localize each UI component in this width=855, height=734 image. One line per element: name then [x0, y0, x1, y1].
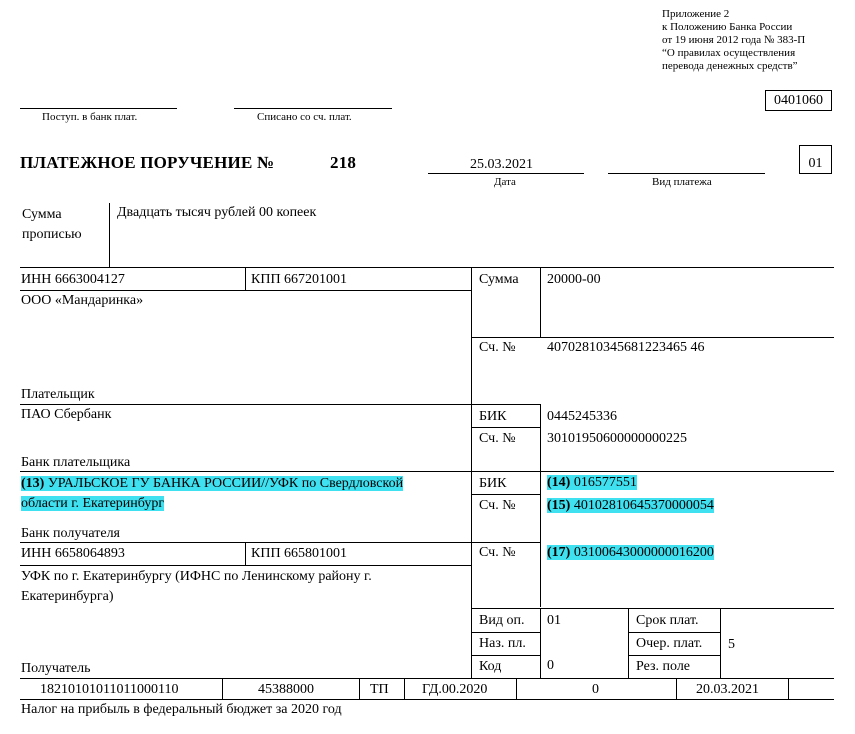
date-line — [428, 173, 584, 174]
amount-words-label — [22, 205, 82, 245]
payee-name-l1: УФК по г. Екатеринбургу (ИФНС по Ленинскому району г. — [21, 569, 372, 584]
payee-bank-name-l2: области г. Екатеринбург — [21, 496, 165, 511]
debited-label: Списано со сч. плат. — [257, 111, 352, 123]
divider — [109, 203, 110, 267]
code-label: Код — [479, 659, 502, 674]
grid-line — [471, 337, 834, 338]
term-label: Срок плат. — [636, 613, 699, 628]
tax-doc-number: 0 — [592, 682, 599, 697]
grid-line — [20, 699, 834, 700]
payee-bank-account: (15) 40102810645370000054 — [547, 498, 714, 513]
debited-line — [234, 108, 392, 109]
payee-bank-name-l1: (13) УРАЛЬСКОЕ ГУ БАНКА РОССИИ//УФК по Свердловской — [21, 476, 404, 491]
grid-line — [676, 678, 677, 699]
grid-line — [20, 678, 834, 679]
payer-inn: ИНН 6663004127 — [21, 272, 125, 287]
payee-bank-account-label: Сч. № — [479, 498, 516, 513]
grid-line — [788, 678, 789, 699]
grid-line — [471, 632, 540, 633]
amount: 20000-00 — [547, 272, 601, 287]
grid-line — [471, 267, 472, 679]
payer-bank-account: 30101950600000000225 — [547, 431, 687, 446]
grid-line — [628, 655, 720, 656]
received-label: Поступ. в банк плат. — [42, 111, 138, 123]
grid-line — [540, 608, 541, 679]
appendix-line: к Положению Банка России — [662, 21, 793, 33]
grid-line — [20, 565, 471, 566]
grid-line — [471, 608, 834, 609]
payee-name — [21, 567, 372, 607]
grid-line — [245, 542, 246, 565]
appendix-line: от 19 июня 2012 года № 383-П — [662, 34, 806, 46]
grid-line — [516, 678, 517, 699]
tax-doc-date: 20.03.2021 — [696, 682, 759, 697]
amount-words-label-l1: Сумма — [22, 207, 62, 222]
form-code: 0401060 — [765, 90, 832, 111]
purpose-pl-label: Наз. пл. — [479, 636, 526, 651]
payee-bank-bik: (14) 016577551 — [547, 475, 637, 490]
reserve-label: Рез. поле — [636, 659, 691, 674]
appendix-line: Приложение 2 — [662, 8, 730, 20]
priority-label: Очер. плат. — [636, 636, 703, 651]
grid-line — [471, 494, 540, 495]
payee-bank-name — [21, 474, 403, 514]
grid-line — [20, 471, 834, 472]
grid-line — [628, 608, 629, 679]
appendix-line: “О правилах осуществления — [662, 47, 796, 59]
payer-name: ООО «Мандаринка» — [21, 293, 144, 308]
payer-bank-bik: 0445245336 — [547, 409, 617, 424]
grid-line — [20, 542, 540, 543]
grid-line — [471, 655, 540, 656]
priority: 5 — [728, 637, 735, 652]
document-title: ПЛАТЕЖНОЕ ПОРУЧЕНИЕ № — [20, 153, 275, 172]
payer-bank-name: ПАО Сбербанк — [21, 407, 112, 422]
op-type: 01 — [547, 613, 561, 628]
date-label: Дата — [494, 176, 516, 188]
payer-bank-account-label: Сч. № — [479, 431, 516, 446]
code: 0 — [547, 658, 554, 673]
grid-line — [20, 404, 540, 405]
payment-type-label: Вид платежа — [652, 176, 712, 188]
tax-period: ГД.00.2020 — [422, 682, 488, 697]
payer-account: 40702810345681223465 46 — [547, 340, 705, 355]
amount-words-label-l2: прописью — [22, 227, 82, 242]
amount-words: Двадцать тысяч рублей 00 копеек — [117, 205, 317, 220]
tax-oktmo: 45388000 — [258, 682, 314, 697]
payee-label: Получатель — [21, 661, 91, 676]
payment-purpose: Налог на прибыль в федеральный бюджет за 2020 год — [21, 702, 342, 717]
sum-label: Сумма — [479, 272, 519, 287]
grid-line — [540, 267, 541, 337]
payer-kpp: КПП 667201001 — [251, 272, 348, 287]
payer-account-label: Сч. № — [479, 340, 516, 355]
order-number: 218 — [330, 153, 357, 172]
payee-name-l2: Екатеринбурга) — [21, 589, 114, 604]
grid-line — [404, 678, 405, 699]
grid-line — [245, 267, 246, 290]
payment-type-line — [608, 173, 765, 174]
payer-label: Плательщик — [21, 387, 95, 402]
payee-kpp: КПП 665801001 — [251, 546, 348, 561]
grid-line — [20, 267, 834, 268]
payee-bank-label: Банк получателя — [21, 526, 120, 541]
op-type-label: Вид оп. — [479, 613, 525, 628]
received-line — [20, 108, 177, 109]
grid-line — [540, 404, 541, 607]
payer-bank-label: Банк плательщика — [21, 455, 131, 470]
appendix-line: перевода денежных средств” — [662, 60, 798, 72]
grid-line — [20, 290, 471, 291]
grid-line — [359, 678, 360, 699]
payee-bank-bik-label: БИК — [479, 476, 507, 491]
payee-account-label: Сч. № — [479, 545, 516, 560]
grid-line — [628, 632, 720, 633]
payee-account: (17) 03100643000000016200 — [547, 545, 714, 560]
grid-line — [222, 678, 223, 699]
grid-line — [720, 608, 721, 679]
grid-line — [471, 427, 540, 428]
payer-bank-bik-label: БИК — [479, 409, 507, 424]
appendix-note — [662, 8, 805, 73]
tax-kbk: 18210101011011000110 — [40, 682, 179, 697]
tax-basis: ТП — [370, 682, 389, 697]
order-date: 25.03.2021 — [470, 157, 533, 172]
status-code: 01 — [799, 145, 832, 174]
payee-inn: ИНН 6658064893 — [21, 546, 125, 561]
